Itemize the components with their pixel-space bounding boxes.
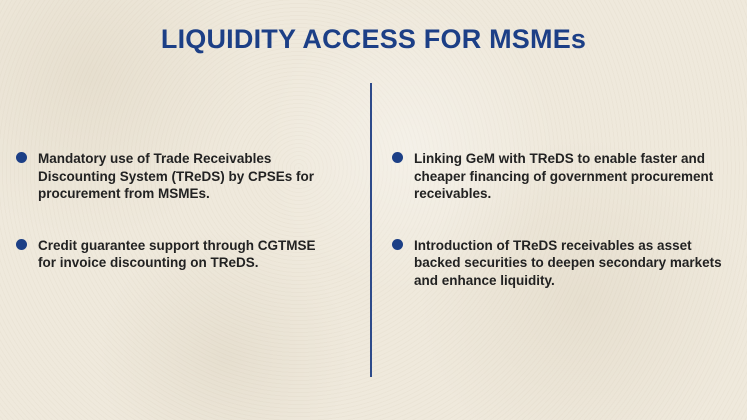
column-divider (370, 83, 372, 377)
list-item (16, 237, 316, 272)
list-item-text: Mandatory use of Trade Receivables Discounting System (TReDS) by CPSEs for procurement from MSMEs. (38, 151, 315, 201)
list-item (16, 150, 316, 203)
bullet-dot-icon (392, 239, 403, 250)
bullet-dot-icon (392, 152, 403, 163)
list-item (392, 150, 737, 203)
bullet-dot-icon (16, 239, 27, 250)
list-item (392, 237, 737, 290)
list-item-text: Linking GeM with TReDS to enable faster and cheaper financing of government procurement receivables. (414, 151, 714, 201)
page-title: LIQUIDITY ACCESS FOR MSMEs (160, 24, 587, 54)
list-item-text: Introduction of TReDS receivables as asset backed securities to deepen secondary markets and enhance liquidity. (414, 237, 722, 288)
list-item-text: Credit guarantee support through CGTMSE for invoice discounting on TReDS. (38, 237, 316, 270)
right-column (392, 150, 737, 323)
bullet-dot-icon (16, 152, 27, 163)
left-column (16, 150, 316, 306)
